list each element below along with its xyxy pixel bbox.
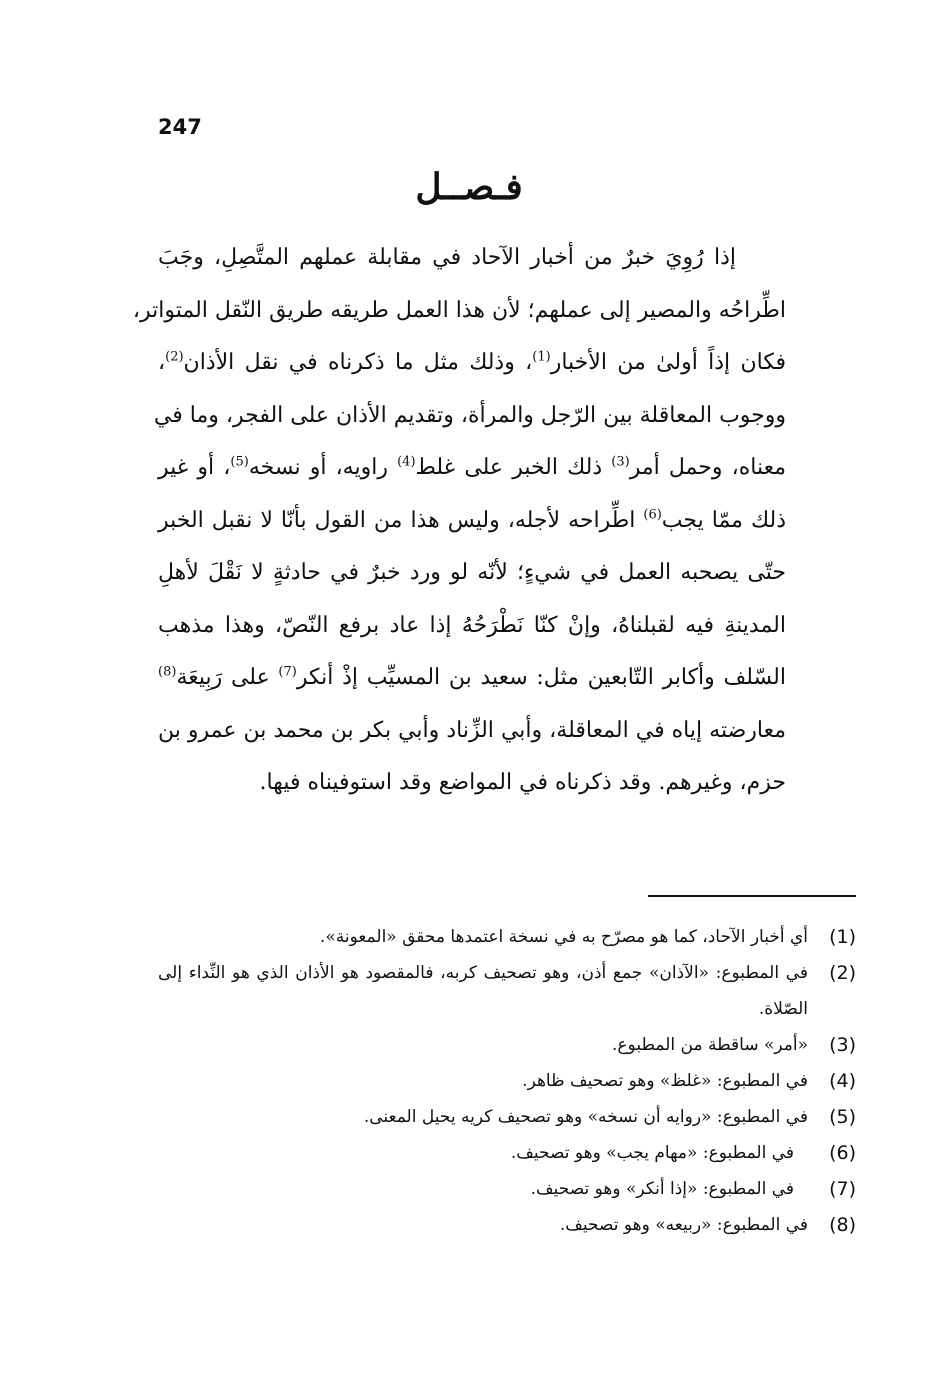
footnote-text: في المطبوع: «ربيعه» وهو تصحيف. [559,1215,808,1235]
footnote-ref[interactable]: (8) [158,664,177,680]
footnote-ref[interactable]: (6) [643,507,662,523]
text-run: ، أو غير [158,455,231,480]
footnote-ref[interactable]: (1) [532,349,551,365]
footnote-ref[interactable]: (7) [278,664,297,680]
footnote-ref[interactable]: (3) [611,454,630,470]
footnote [158,1135,856,1171]
body-line [158,600,786,653]
footnotes [158,919,856,1243]
text-run: السّلف وأكابر التّابعين مثل: سعيد بن المسيِّب إذْ أنكر [296,665,786,690]
footnote-text: في المطبوع: «الآذان» جمع أذن، وهو تصحيف كربه، فالمقصود هو الأذان الذي هو النِّداء إلى الصّلاة. [158,963,808,1019]
footnote-text: «أمر» ساقطة من المطبوع. [611,1035,808,1055]
footnote [158,1063,856,1099]
text-run: اطِّراحه لأجله، وليس هذا من القول بأنّا لا نقبل الخبر [158,507,644,533]
text-run: اطِّراحُه والمصير إلى عملهم؛ لأن هذا العمل طريقه طريق النّقل المتواتر، [132,297,786,323]
body-line [132,285,786,338]
text-run: إذا رُوِيَ خبرٌ من أخبار الآحاد في مقابلة عملهم المتَّصِلِ، وجَبَ [158,245,736,270]
section-heading: فـصــل [415,166,523,208]
text-run: حزم، وغيرهم. وقد ذكرناه في المواضع وقد استوفيناه فيها. [259,770,786,795]
footnote-number: (7) [829,1178,856,1200]
body-line [153,390,786,443]
footnote-ref[interactable]: (4) [397,454,416,470]
footnote-number: (1) [829,926,856,948]
footnote-number: (3) [829,1034,856,1056]
footnote [158,1099,856,1135]
body-line [158,757,786,810]
text-run: ، وذلك مثل ما ذكرناه في نقل الأذان [183,350,533,375]
footnote-number: (2) [829,962,856,984]
body-line [158,232,736,285]
body-line [158,442,786,495]
page-number: 247 [158,115,202,139]
footnote-ref[interactable]: (2) [165,349,184,365]
footnote [158,919,856,955]
body-line [158,705,786,758]
text-run: ، [158,350,166,375]
footnote-text: في المطبوع: «غلظ» وهو تصحيف ظاهر. [522,1071,808,1091]
footnote [158,1207,856,1243]
body-line [158,495,786,548]
footnote-number: (8) [829,1214,856,1236]
text-run: على رَبِيعَة [176,665,279,690]
footnote [158,1027,856,1063]
body-text [132,232,786,810]
footnote [158,1171,856,1207]
body-line [158,337,786,390]
footnote-text: في المطبوع: «إذا أنكر» وهو تصحيف. [530,1179,794,1199]
text-run: راويه، أو نسخه [248,455,398,480]
text-run: ووجوب المعاقلة بين الرّجل والمرأة، وتقديم الأذان على الفجر، وما في [153,402,786,428]
footnote-number: (4) [829,1070,856,1092]
text-run: معناه، وحمل أمر [629,455,786,480]
footnote-separator [648,895,856,897]
body-line [158,547,786,600]
footnote-text: في المطبوع: «روايه أن نسخه» وهو تصحيف كريه يحيل المعنى. [363,1107,808,1127]
footnote-text: في المطبوع: «مهام يجب» وهو تصحيف. [510,1143,794,1163]
text-run: فكان إذاً أولىٰ من الأخبار [550,350,786,375]
text-run: ذلك الخبر على غلط [415,455,612,480]
footnote-ref[interactable]: (5) [230,454,249,470]
footnote [158,955,856,1027]
footnote-number: (5) [829,1106,856,1128]
text-run: معارضته إياه في المعاقلة، وأبي الزِّناد وأبي بكر بن محمد بن عمرو بن [158,717,786,743]
text-run: حتّى يصحبه العمل في شيءٍ؛ لأنّه لو ورد خبرٌ في حادثةٍ لا نَقْلَ لأهلِ [158,560,786,585]
text-run: المدينةِ فيه لقبلناهُ، وإنْ كنّا نَطْرَحُهُ إذا عاد برفع النّصّ، وهذا مذهب [158,612,786,638]
body-line [158,652,786,705]
text-run: ذلك ممّا يجب [661,507,786,533]
footnote-number: (6) [829,1142,856,1164]
footnote-text: أي أخبار الآحاد، كما هو مصرّح به في نسخة اعتمدها محقق «المعونة». [319,927,808,947]
